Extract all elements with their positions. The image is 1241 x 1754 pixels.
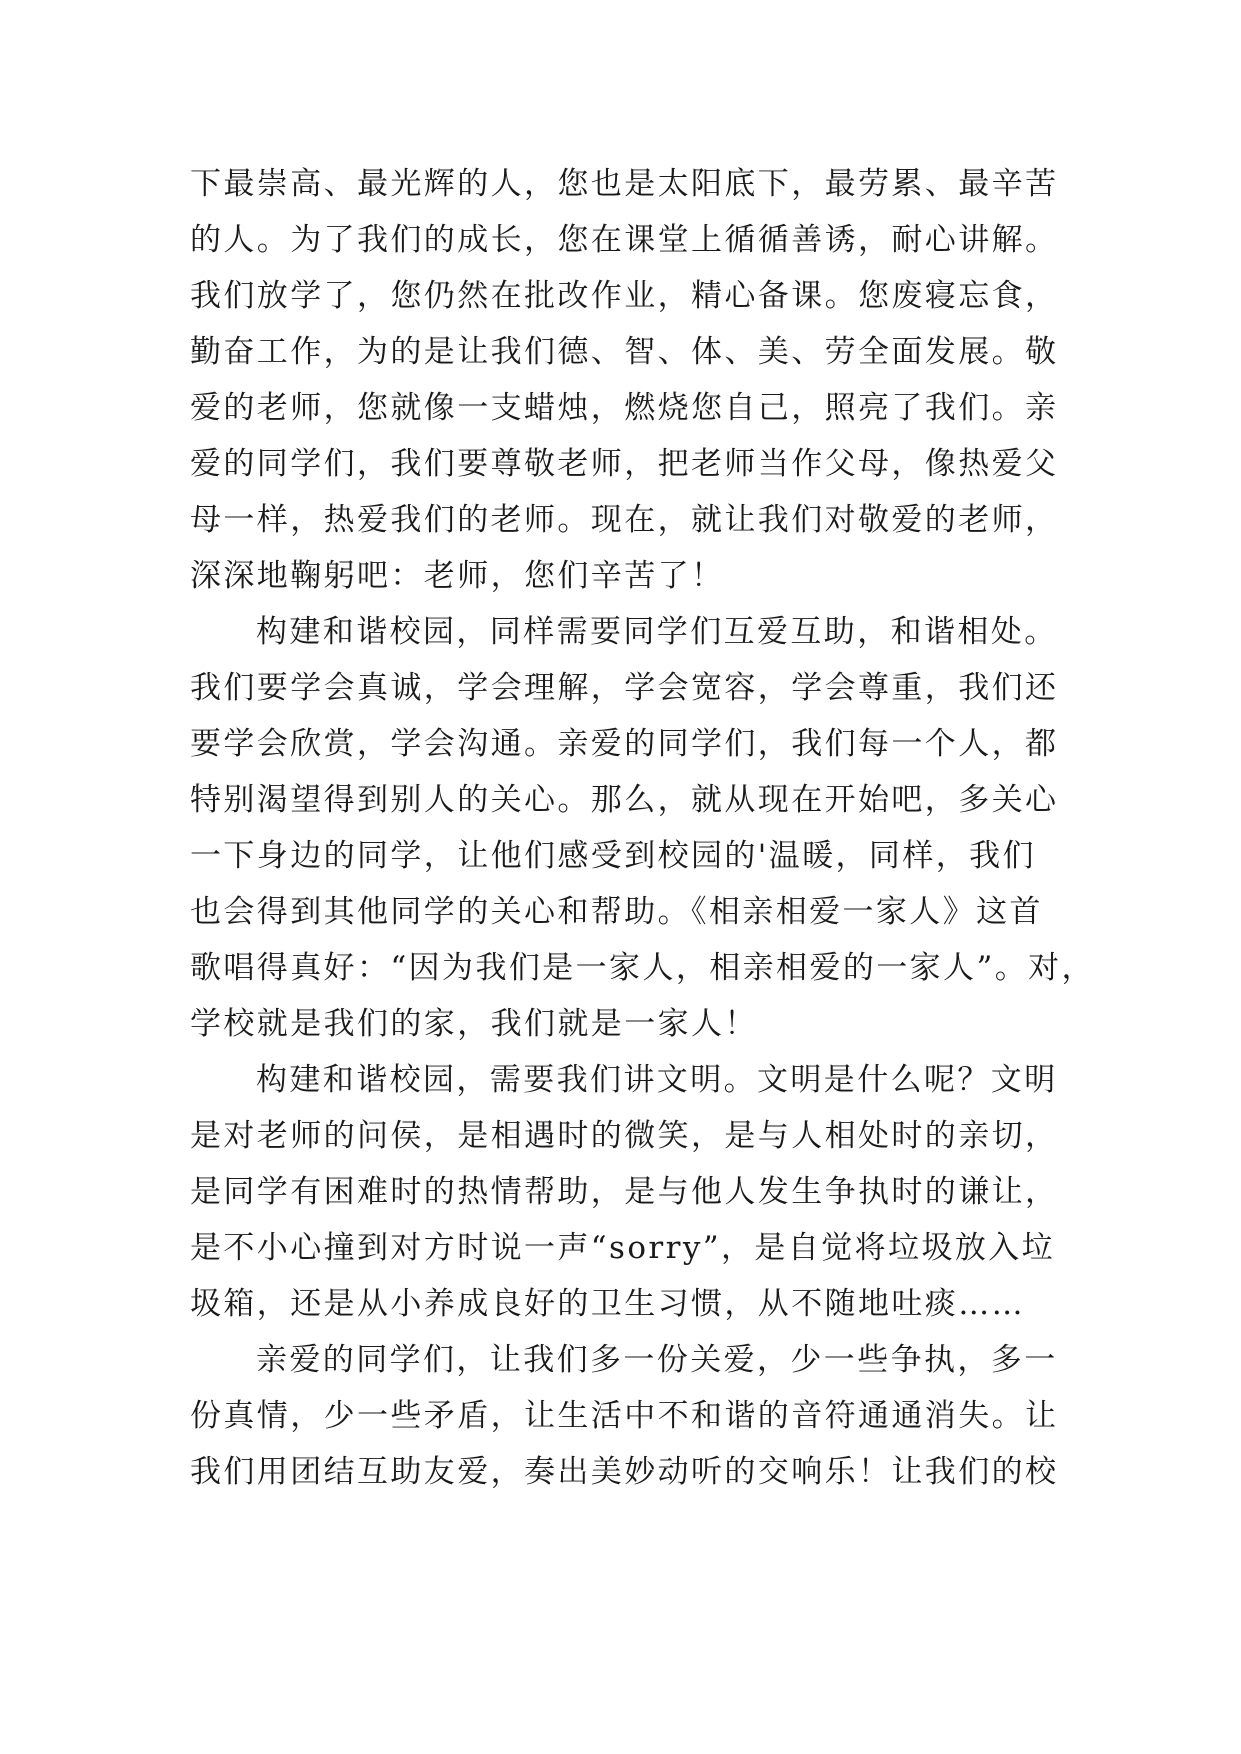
paragraph-first-line: 亲爱的同学们，让我们多一份关爱，少一些争执，多一: [256, 1342, 1058, 1378]
text-line: 我们用团结互助友爱，奏出美妙动听的交响乐！让我们的校: [190, 1454, 1059, 1490]
text-line: 学校就是我们的家，我们就是一家人！: [190, 1006, 758, 1042]
text-line: 一下身边的同学，让他们感受到校园的'温暖，同样，我们: [190, 838, 1036, 874]
text-line: 爱的老师，您就像一支蜡烛，燃烧您自己，照亮了我们。亲: [190, 390, 1059, 426]
text-line: 特别渴望得到别人的关心。那么，就从现在开始吧，多关心: [190, 782, 1059, 818]
text-line: 爱的同学们，我们要尊敬老师，把老师当作父母，像热爱父: [190, 446, 1059, 482]
text-line: 我们放学了，您仍然在批改作业，精心备课。您废寝忘食，: [190, 278, 1059, 314]
text-line: 也会得到其他同学的关心和帮助。《相亲相爱一家人》这首: [190, 894, 1043, 930]
text-line: 歌唱得真好：“因为我们是一家人，相亲相爱的一家人”。对，: [190, 950, 1095, 986]
text-line: 是对老师的问侯，是相遇时的微笑，是与人相处时的亲切，: [190, 1118, 1059, 1154]
text-line: 下最崇高、最光辉的人，您也是太阳底下，最劳累、最辛苦: [190, 166, 1059, 202]
body-text: [190, 156, 1095, 1500]
text-line: 勤奋工作，为的是让我们德、智、体、美、劳全面发展。敬: [190, 334, 1059, 370]
text-line: 是同学有困难时的热情帮助，是与他人发生争执时的谦让，: [190, 1174, 1059, 1210]
text-line: 母一样，热爱我们的老师。现在，就让我们对敬爱的老师，: [190, 502, 1059, 538]
text-line: 我们要学会真诚，学会理解，学会宽容，学会尊重，我们还: [190, 670, 1059, 706]
paragraph-first-line: 构建和谐校园，需要我们讲文明。文明是什么呢？文明: [256, 1062, 1058, 1098]
text-line: 深深地鞠躬吧：老师，您们辛苦了！: [190, 558, 725, 594]
text-line: 是不小心撞到对方时说一声“sorry”，是自觉将垃圾放入垃: [190, 1230, 1056, 1266]
text-line: 圾箱，还是从小养成良好的卫生习惯，从不随地吐痰……: [190, 1286, 1025, 1322]
text-line: 要学会欣赏，学会沟通。亲爱的同学们，我们每一个人，都: [190, 726, 1059, 762]
text-line: 份真情，少一些矛盾，让生活中不和谐的音符通通消失。让: [190, 1398, 1059, 1434]
paragraph-first-line: 构建和谐校园，同样需要同学们互爱互助，和谐相处。: [256, 614, 1058, 650]
text-line: 的人。为了我们的成长，您在课堂上循循善诱，耐心讲解。: [190, 222, 1059, 258]
